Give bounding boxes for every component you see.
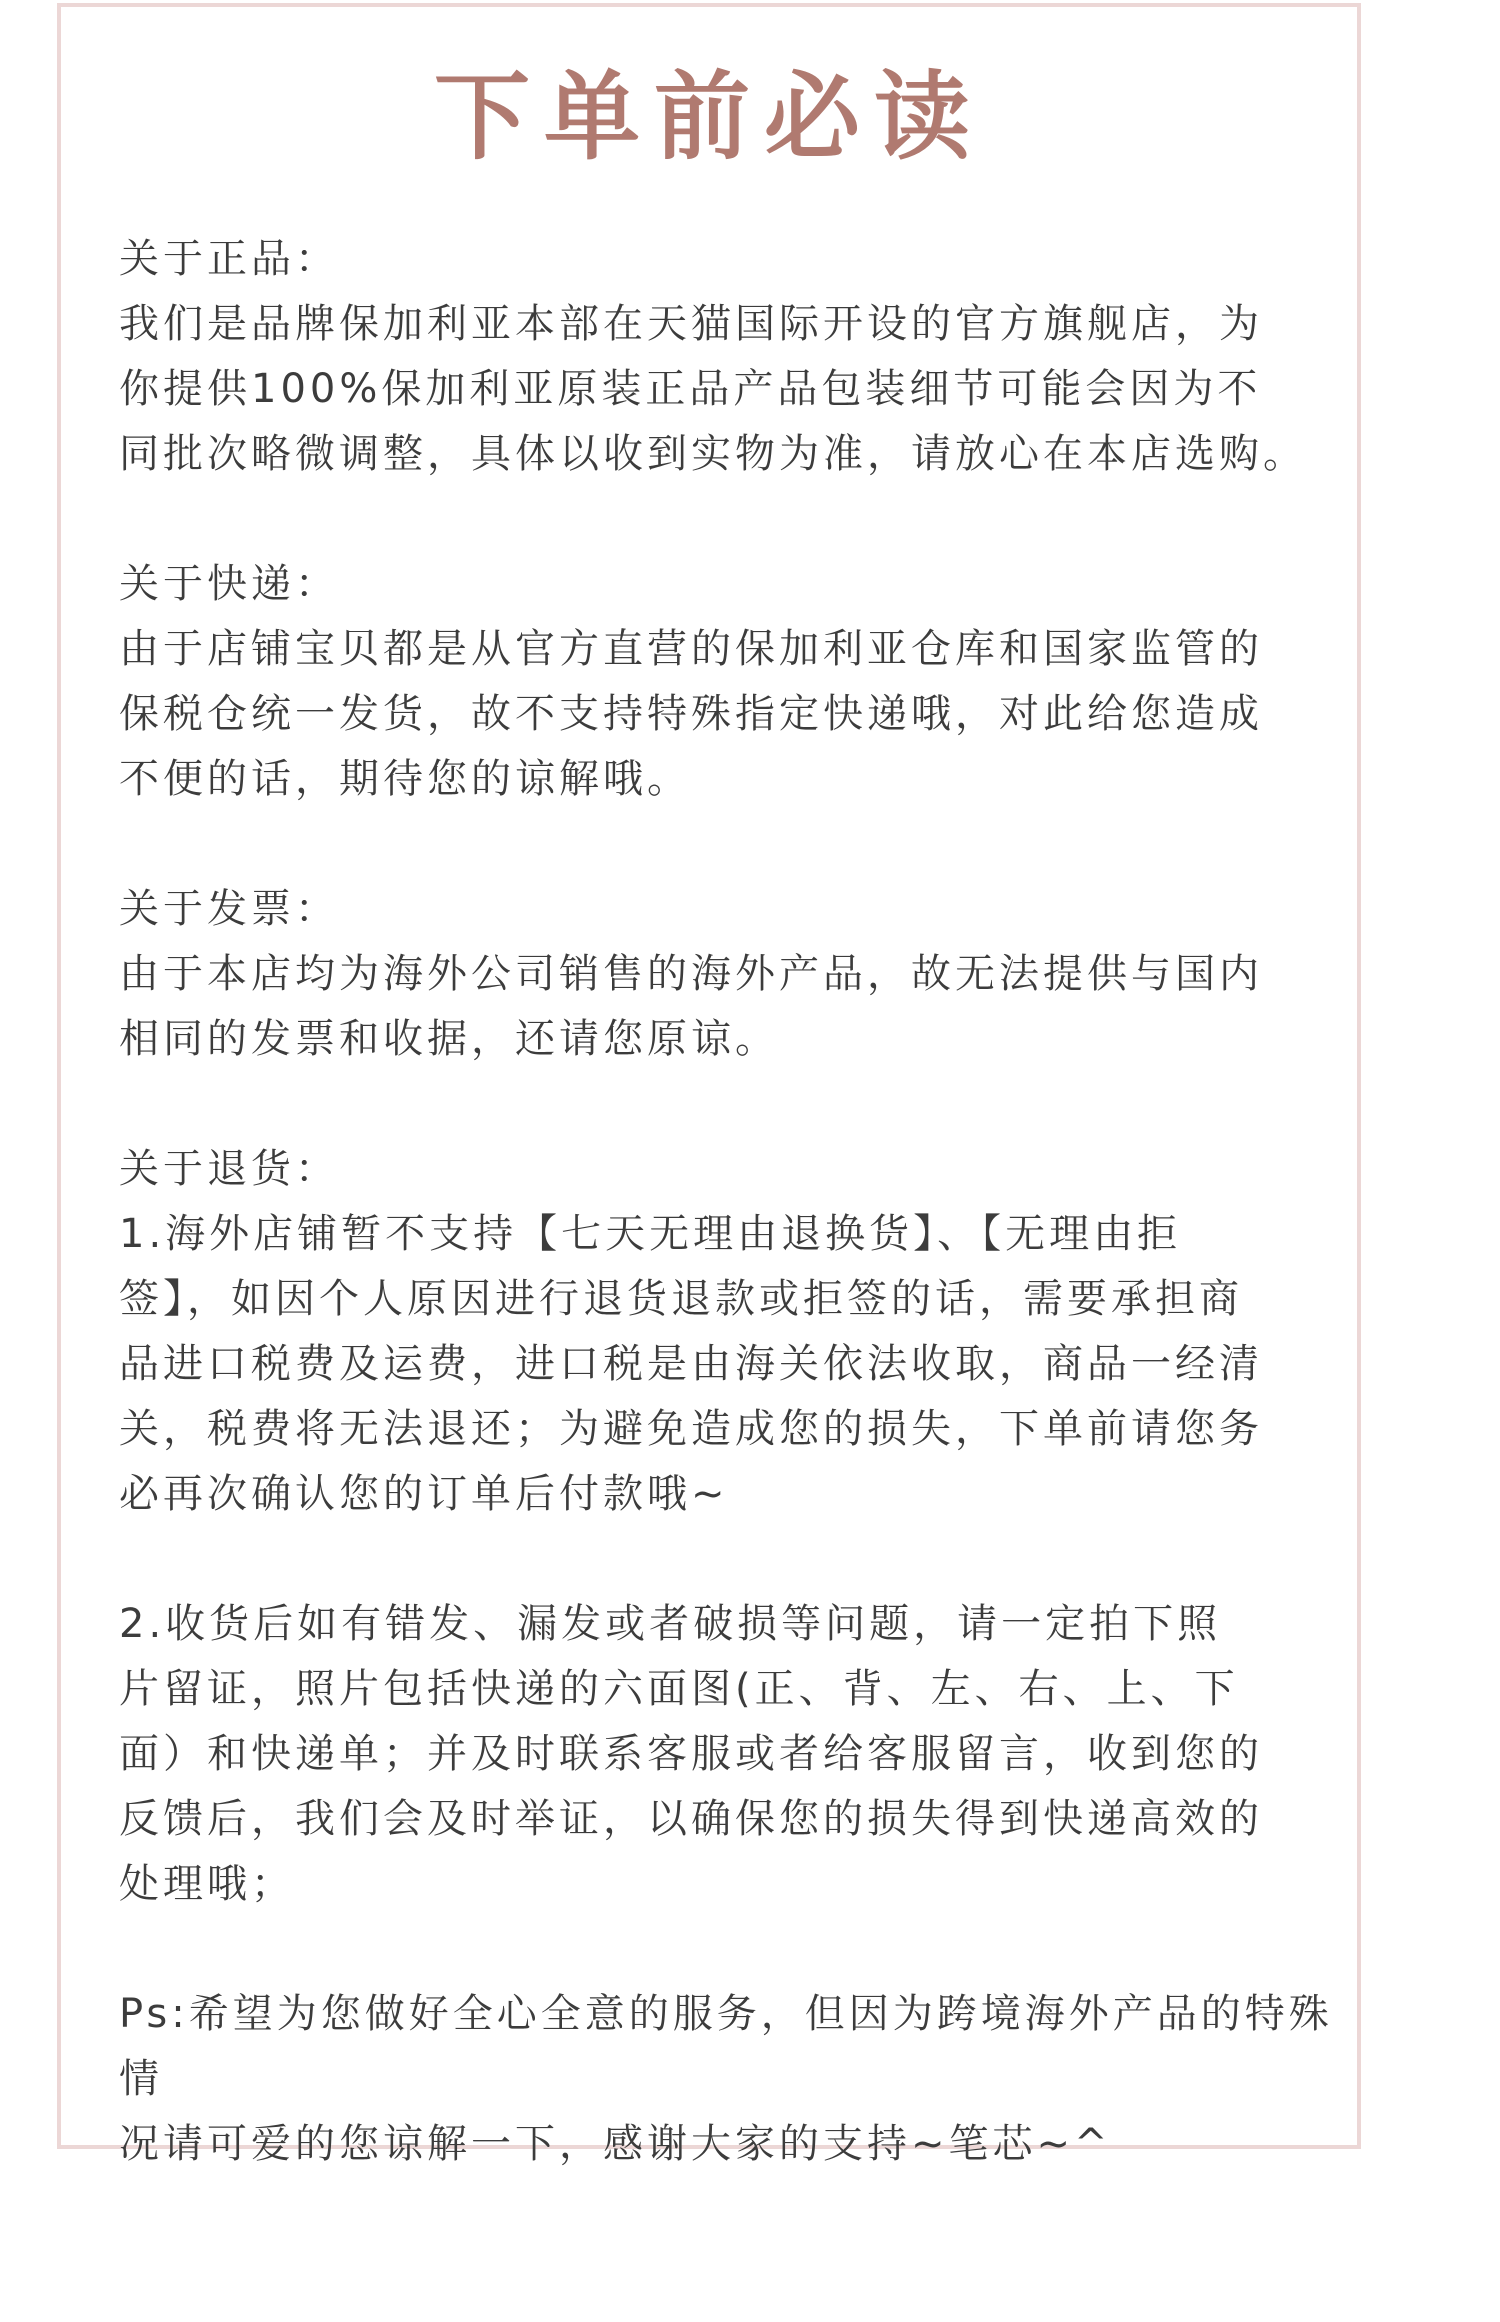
section-authentic — [119, 227, 1359, 487]
section-heading-invoice: 关于发票： — [119, 886, 339, 932]
section-text-delivery: 由于店铺宝贝都是从官方直营的保加利亚仓库和国家监管的 保税仓统一发货，故不支持特殊指定快递哦，对此给您造成 不便的话，期待您的谅解哦。 — [119, 626, 1263, 802]
notice-card — [57, 3, 1361, 2167]
section-delivery — [119, 552, 1359, 812]
section-gap — [119, 812, 1359, 877]
section-ps — [119, 1982, 1359, 2177]
section-gap — [119, 1072, 1359, 1137]
section-heading-authentic: 关于正品： — [119, 236, 339, 282]
section-invoice — [119, 877, 1359, 1072]
section-gap — [119, 487, 1359, 552]
notice-body — [119, 227, 1359, 2177]
ps-note: Ps:希望为您做好全心全意的服务，但因为跨境海外产品的特殊情 况请可爱的您谅解一下，感谢大家的支持~笔芯~^ — [119, 1991, 1333, 2167]
section-gap — [119, 1917, 1359, 1982]
section-gap — [119, 1527, 1359, 1592]
page-title: 下单前必读 — [434, 60, 984, 173]
returns-item-1: 1.海外店铺暂不支持【七天无理由退换货】、【无理由拒 签】，如因个人原因进行退货退款或拒签的话，需要承担商 品进口税费及运费，进口税是由海关依法收取，商品一经清 关，税费将无法退还；为避免造成您的损失，下单前请您务 必再次确认您的订单后付款哦~ — [119, 1211, 1263, 1517]
section-text-invoice: 由于本店均为海外公司销售的海外产品，故无法提供与国内 相同的发票和收据，还请您原谅。 — [119, 951, 1263, 1062]
section-heading-returns: 关于退货： — [119, 1146, 339, 1192]
section-heading-delivery: 关于快递： — [119, 561, 339, 607]
section-text-authentic: 我们是品牌保加利亚本部在天猫国际开设的官方旗舰店，为 你提供100%保加利亚原装正品产品包装细节可能会因为不 同批次略微调整，具体以收到实物为准，请放心在本店选购。 — [119, 301, 1307, 477]
returns-item-2: 2.收货后如有错发、漏发或者破损等问题，请一定拍下照 片留证，照片包括快递的六面图(正、背、左、右、上、下 面）和快递单；并及时联系客服或者给客服留言，收到您的 反馈后，我们会及时举证，以确保您的损失得到快递高效的 处理哦； — [119, 1601, 1263, 1907]
section-returns — [119, 1137, 1359, 1917]
